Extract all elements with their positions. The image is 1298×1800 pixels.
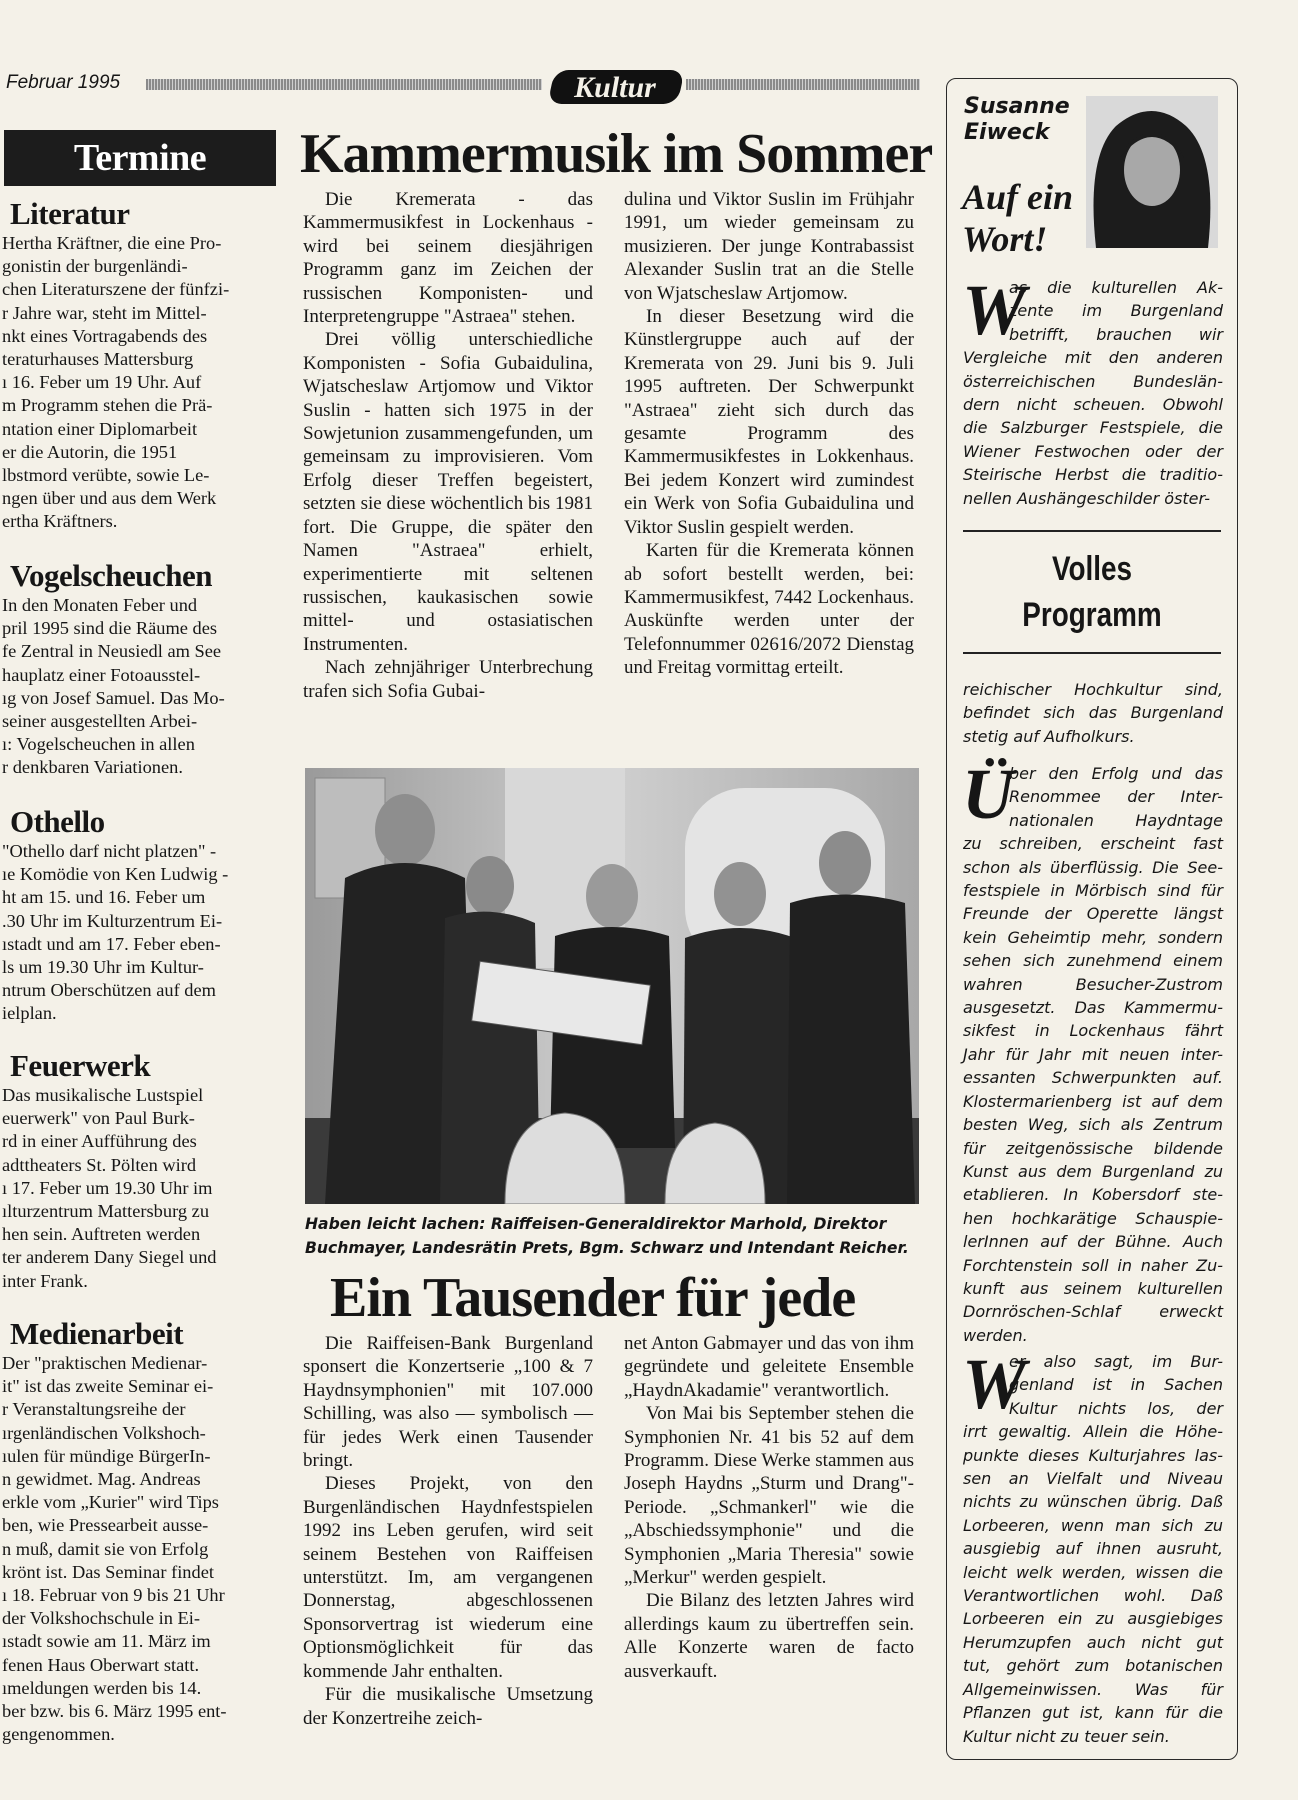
text-line: ngen über und aus dem Werk [2,488,217,509]
text-line: lbstmord verübte, sowie Le- [2,465,210,486]
text-line: rd in einer Aufführung des [2,1131,197,1152]
termine-text [2,840,276,1026]
box-title-line: Volles [1051,550,1133,588]
text-line: ıg von Josef Samuel. Das Mo- [2,687,225,708]
article1-column-1 [303,188,593,703]
box-title [986,546,1198,638]
dropcap: W [962,1344,1027,1424]
text-line: ber den Erfolg und das [1009,764,1223,783]
box-title-line: Programm [1022,596,1162,634]
text-line: befindet sich das Burgenland [963,703,1223,723]
text-line: er die Autorin, die 1951 [2,441,178,462]
headline-kammermusik: Kammermusik im Sommer [300,123,933,185]
termine-heading: Feuerwerk [10,1048,151,1083]
article2-column-1 [303,1332,593,1730]
text-line: r denkbaren Variationen. [2,757,183,778]
termine-literatur [0,196,282,534]
header-rule-left [146,79,542,90]
text-line: leicht welk werden, wissen die [963,1562,1223,1582]
paragraph: dulina und Viktor Suslin im Frühjahr 1991, um wieder gemeinsam zu musizieren. Der junge Kontrabassist Alexander Suslin trat an die Stelle von Wjatscheslaw Artjomow. [624,189,914,304]
termine-heading: Vogelscheuchen [10,558,212,593]
text-line: Kultur nicht zu teuer sein. [963,1726,1170,1746]
text-line: In den Monaten Feber und [2,595,198,615]
text-line: stetig auf Aufholkurs. [963,726,1135,746]
commentary-paragraph-4 [962,1344,1223,1748]
text-line: fenen Haus Oberwart statt. [2,1654,200,1675]
svg-text:Kultur: Kultur [574,71,656,104]
text-line: genland ist in Sachen [1009,1375,1223,1395]
text-line: "Othello darf nicht platzen" - [2,841,217,861]
column-title-line: Wort! [962,219,1048,259]
text-line: erkle vom „Kurier" wird Tips [2,1492,219,1513]
text-line: der Volkshochschule in Ei- [2,1608,201,1629]
header-rule-right [686,79,920,90]
text-line: für zeitgenössische bildende [963,1138,1223,1158]
text-line: dern nicht scheuen. Obwohl [963,395,1223,415]
text-line: krönt ist. Das Seminar findet [2,1561,214,1582]
text-line: .30 Uhr im Kulturzentrum Ei- [2,910,223,931]
divider [963,530,1221,532]
author-first-name: Susanne [964,94,1070,119]
text-line: Renommee der Inter- [1009,787,1223,807]
article1-column-2 [624,188,914,680]
dropcap: Ü [962,754,1014,834]
text-line: hauplatz einer Fotoausstel- [2,664,201,685]
text-line: nellen Aushängeschilder öster- [963,488,1210,508]
text-line: Das musikalische Lustspiel [2,1085,204,1105]
text-line: die Salzburger Festspiele, die [963,418,1223,438]
text-line: Der "praktischen Medienar- [2,1353,208,1373]
text-line: kein Geheimtip mehr, sondern [963,927,1223,947]
text-line: besten Weg, sich als Zentrum [963,1115,1223,1135]
text-line: ausgiebig auf ihnen ausruht, [963,1539,1223,1559]
paragraph: Die Kremerata - das Kammermusikfest in Lockenhaus - wird bei seinem diesjährigen Programm ganz im Zeichen der russischen Komponisten- und Interpretengruppe "Astraea" stehen. [303,189,593,328]
termine-text [2,232,276,534]
text-line: gengenommen. [2,1724,115,1745]
text-line: sikfest in Lockenhaus fährt [963,1021,1223,1041]
text-line: pril 1995 sind die Räume des [2,618,218,639]
text-line: zu schreiben, erscheint fast [963,834,1223,854]
paragraph: Dieses Projekt, von den Burgenländischen Haydnfestspielen 1992 ins Leben gerufen, wird seit seinem Bestehen von Raiffeisen unterstützt. Im, am vergangenen Donnerstag, abgeschlossenen Sponsorvertrag ist wiederum eine Optionsmöglichkeit für das kommende Jahr enthalten. [303,1473,593,1682]
text-line: seiner ausgestellten Arbei- [2,711,198,732]
text-line: Lorbeeren, wenn man sich zu [963,1515,1223,1535]
text-line: zente im Burgenland [1009,301,1223,321]
text-line: lerInnen auf der Bühne. Auch [963,1232,1223,1252]
paragraph: Die Raiffeisen-Bank Burgenland sponsert die Konzertserie „100 & 7 Haydnsymphonien" mit 107.000 Schilling, was also — symbolisch — für jedes Werk einen Tausender bringt. [303,1333,593,1472]
author-last-name: Eiweck [964,120,1050,145]
text-line: ielplan. [2,1003,57,1024]
group-photo [305,768,919,1204]
termine-banner: Termine [4,130,276,186]
text-line: ıstadt und am 17. Feber eben- [2,933,221,954]
text-line: nichts zu wünschen übrig. Daß [963,1492,1223,1512]
paragraph: Für die musikalische Umsetzung der Konzertreihe zeich- [303,1684,593,1729]
dropcap: W [962,270,1027,350]
text-line: ıulen für mündige BürgerIn- [2,1445,211,1466]
text-line: festspiele in Mörbisch sind für [963,881,1223,901]
termine-othello [0,804,282,1026]
text-line: it" ist das zweite Seminar ei- [2,1376,214,1397]
text-line: ber bzw. bis 6. März 1995 ent- [2,1701,227,1722]
text-line: r Veranstaltungsreihe der [2,1399,186,1420]
text-line: Jahr für Jahr mit neuen inter- [963,1044,1223,1064]
termine-text [2,1084,276,1293]
text-line: Pflanzen gut ist, kann für die [963,1703,1223,1723]
text-line: essanten Schwerpunkten auf. [963,1068,1223,1088]
text-line: ertha Kräftners. [2,511,118,532]
text-line: teraturhauses Mattersburg [2,349,194,370]
termine-feuerwerk [0,1048,282,1293]
text-line: Dornröschen-Schlaf erweckt [963,1302,1223,1322]
text-line: österreichischen Bundeslän- [963,371,1223,391]
text-line: betrifft, brauchen wir [1009,324,1223,344]
text-line: adttheaters St. Pölten wird [2,1154,197,1175]
text-line: inter Frank. [2,1270,88,1291]
text-line: nationalen Haydntage [1009,810,1223,830]
text-line: ausgesetzt. Das Kammermu- [963,998,1223,1018]
text-line: ıe Komödie von Ken Ludwig - [2,864,229,885]
text-line: werden. [963,1325,1028,1345]
article2-column-2 [624,1332,914,1683]
text-line: m Programm stehen die Prä- [2,395,213,416]
text-line: irrt gewaltig. Allein die Höhe- [963,1422,1223,1442]
text-line: Herumzupfen auch nicht gut [963,1632,1223,1652]
termine-text [2,1352,276,1746]
commentary-paragraph-2 [963,678,1223,748]
text-line: Forchtenstein soll in naher Zu- [963,1255,1223,1275]
text-line: ben, wie Pressearbeit ausse- [2,1515,209,1536]
text-line: ı 18. Februar von 9 bis 21 Uhr [2,1585,225,1606]
text-line: er also sagt, im Bur- [1009,1352,1223,1371]
paragraph: net Anton Gabmayer und das von ihm gegründete und geleitete Ensemble „HaydnAkadamie" verantwortlich. [624,1333,914,1401]
text-line: Klostermarienberg ist auf dem [963,1091,1223,1111]
text-line: Allgemeinwissen. Was für [963,1679,1223,1699]
text-line: as die kulturellen Ak- [1009,278,1223,297]
termine-heading: Literatur [10,196,130,231]
paragraph: Nach zehnjähriger Unterbrechung trafen sich Sofia Gubai- [303,657,593,702]
column-title-line: Auf ein [962,177,1074,217]
text-line: Kunst aus dem Burgenland zu [963,1161,1223,1181]
text-line: ntrum Oberschützen auf dem [2,980,216,1001]
text-line: gonistin der burgenländi- [2,256,188,277]
text-line: etablieren. In Kobersdorf ste- [963,1185,1223,1205]
paragraph: Von Mai bis September stehen die Symphonien Nr. 41 bis 52 auf dem Programm. Diese Werke stammen aus Joseph Haydns „Sturm und Drang"-Periode. „Schmankerl" wie die „Abschiedssymphonie" und die Symphonien „Maria Theresia" sowie „Merkur" werden gespielt. [624,1403,914,1589]
text-line: wahren Besucher-Zustrom [963,974,1223,994]
text-line: Kultur nichts los, der [1009,1398,1223,1418]
text-line: schon als überflüssig. Die See- [963,857,1223,877]
text-line: Lorbeeren ein zu ausgiebiges [963,1609,1223,1629]
termine-medienarbeit [0,1316,282,1746]
text-line: ılturzentrum Mattersburg zu [2,1201,210,1222]
text-line: nkt eines Vortragabends des [2,325,208,346]
photo-caption: Haben leicht lachen: Raiffeisen-Generaldirektor Marhold, Direktor Buchmayer, Landesrätin Prets, Bgm. Schwarz und Intendant Reicher. [305,1215,909,1257]
text-line: hen sein. Auftreten werden [2,1224,201,1245]
divider [963,652,1221,654]
termine-heading: Medienarbeit [10,1316,184,1351]
headline-tausender: Ein Tausender für jede [330,1267,856,1329]
paragraph: Karten für die Kremerata können ab sofort bestellt werden, bei: Kammermusikfest, 7442 Lockenhaus. Auskünfte werden unter der Telefonnummer 02616/2072 Dienstag und Freitag vormittag erteilt. [624,540,914,679]
paragraph: Drei völlig unterschiedliche Komponisten - Sofia Gubaidulina, Wjatscheslaw Artjomow und Viktor Suslin - hatten sich 1975 in der Sowjetunion zusammengefunden, um gemeinsam zu improvisieren. Vom Erfolg dieser Treffen begeistert, setzten sie diese wöchentlich bis 1981 fort. Die Gruppe, die später den Namen "Astraea" erhielt, experimentierte mit seltenen russischen, kaukasischen sowie mittel- und ostasiatischen Instrumenten. [303,329,593,655]
author-portrait [1086,96,1218,248]
text-line: Vergleiche mit den anderen [963,348,1223,368]
paragraph: In dieser Besetzung wird die Künstlergruppe auch auf der Kremerata von 29. Juni bis 9. Juli 1995 auftreten. Der Schwerpunkt "Astraea" zieht sich durch das gesamte Programm des Kammermusikfestes in Lokkenhaus. Bei jedem Konzert wird zumindest ein Werk von Sofia Gubaidulina und Viktor Suslin gespielt werden. [624,306,914,538]
text-line: kunft aus seinem kulturellen [963,1278,1223,1298]
text-line: ı 16. Feber um 19 Uhr. Auf [2,372,202,393]
paragraph: Die Bilanz des letzten Jahres wird allerdings kaum zu übertreffen sein. Alle Konzerte waren de facto ausverkauft. [624,1590,914,1682]
text-line: ımeldungen werden bis 14. [2,1677,202,1698]
text-line: ht am 15. und 16. Feber um [2,887,206,908]
text-line: reichischer Hochkultur sind, [963,680,1223,699]
kultur-section-logo [548,64,682,108]
text-line: Wiener Festwochen oder der [963,441,1223,461]
text-line: ıstadt sowie am 11. März im [2,1631,211,1652]
text-line: fe Zentral in Neusiedl am See [2,641,222,662]
commentary-paragraph-1 [962,270,1223,510]
text-line: hen hochkarätige Schauspie- [963,1208,1223,1228]
text-line: euerwerk" von Paul Burk- [2,1108,195,1129]
text-line: r Jahre war, steht im Mittel- [2,302,207,323]
text-line: ı 17. Feber um 19.30 Uhr im [2,1177,213,1198]
termine-vogelscheuchen [0,558,282,780]
text-line: n muß, damit sie von Erfolg [2,1538,209,1559]
text-line: ırgenländischen Volkshoch- [2,1422,206,1443]
text-line: ter anderem Dany Siegel und [2,1247,217,1268]
text-line: n gewidmet. Mag. Andreas [2,1469,201,1490]
text-line: Verantwortlichen wohl. Daß [963,1586,1223,1606]
author-name [964,94,1070,146]
text-line: ı: Vogelscheuchen in allen [2,734,195,755]
text-line: Freunde der Operette längst [963,904,1223,924]
commentary-paragraph-3 [963,762,1223,1347]
text-line: ntation einer Diplomarbeit [2,418,198,439]
text-line: sen an Vielfalt und Niveau [963,1469,1223,1489]
termine-text [2,594,276,780]
text-line: tut, gehört zum botanischen [963,1656,1223,1676]
termine-heading: Othello [10,804,105,839]
text-line: punkte dieses Kulturjahres las- [963,1445,1223,1465]
text-line: Hertha Kräftner, die eine Pro- [2,233,222,253]
issue-date: Februar 1995 [6,72,121,93]
column-title [962,176,1073,260]
text-line: sehen sich zunehmend einem [963,951,1223,971]
text-line: chen Literaturszene der fünfzi- [2,279,230,300]
text-line: ls um 19.30 Uhr im Kultur- [2,957,204,978]
text-line: Steirische Herbst die traditio- [963,465,1223,485]
